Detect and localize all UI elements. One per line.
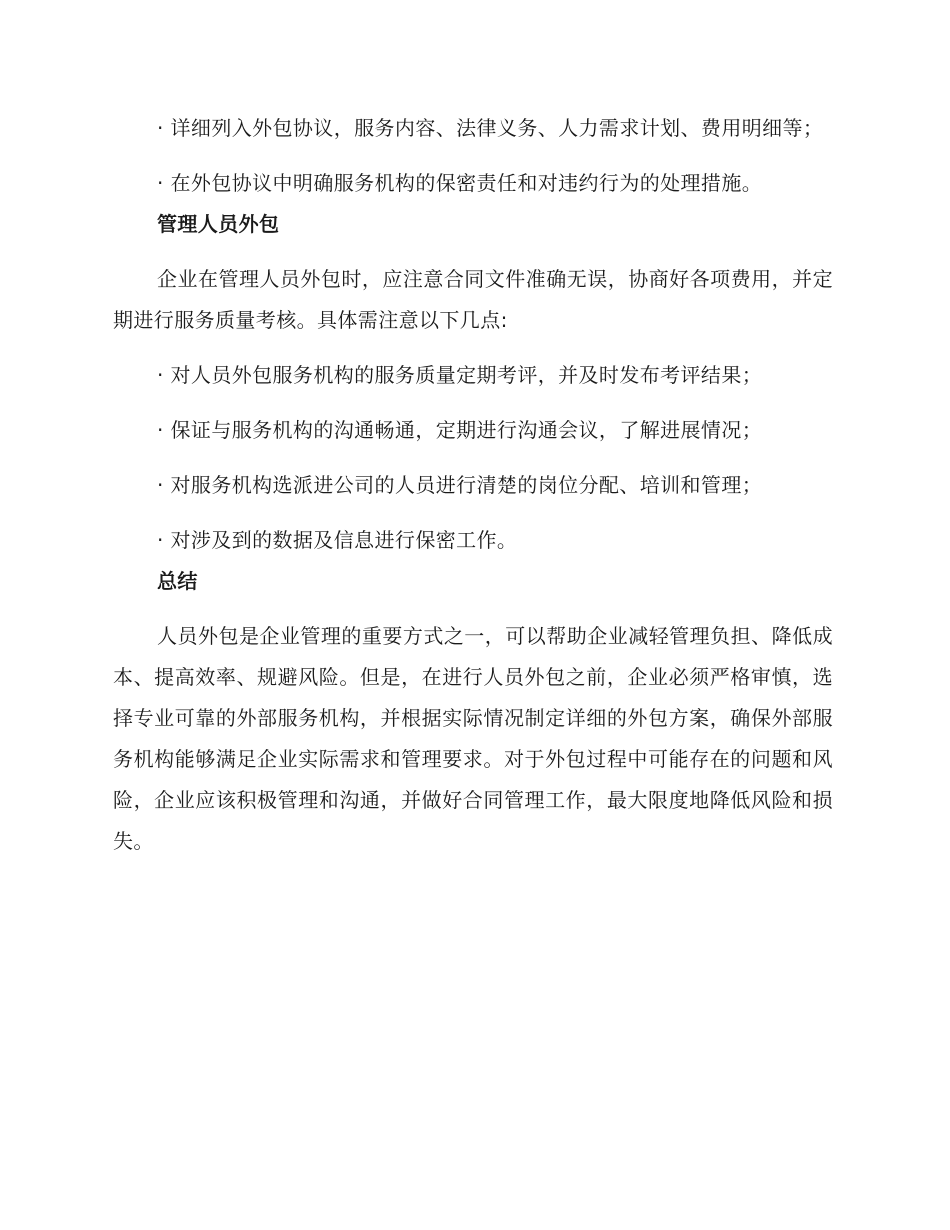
bullet-outsourcing-agreement-details: · 详细列入外包协议，服务内容、法律义务、人力需求计划、费用明细等； — [157, 116, 824, 140]
bullet-quality-evaluation: · 对人员外包服务机构的服务质量定期考评，并及时发布考评结果； — [157, 363, 763, 387]
bullet-confidentiality-responsibility: · 在外包协议中明确服务机构的保密责任和对违约行为的处理措施。 — [157, 171, 763, 195]
document-body — [113, 108, 833, 862]
bullet-staff-assignment: · 对服务机构选派进公司的人员进行清楚的岗位分配、培训和管理； — [157, 473, 763, 497]
paragraph-summary: 人员外包是企业管理的重要方式之一，可以帮助企业减轻管理负担、降低成本、提高效率、规避风险。但是，在进行人员外包之前，企业必须严格审慎，选择专业可靠的外部服务机构，并根据实际情况制定详细的外包方案，确保外部服务机构能够满足企业实际需求和管理要求。对于外包过程中可能存在的问题和风险，企业应该积极管理和沟通，并做好合同管理工作，最大限度地降低风险和损失。 — [113, 624, 833, 853]
bullet-communication: · 保证与服务机构的沟通畅通，定期进行沟通会议，了解进展情况； — [157, 418, 763, 442]
heading-management-outsourcing: 管理人员外包 — [157, 212, 280, 236]
heading-summary: 总结 — [157, 569, 198, 593]
bullet-data-confidentiality: · 对涉及到的数据及信息进行保密工作。 — [157, 528, 518, 552]
paragraph-management-intro: 企业在管理人员外包时，应注意合同文件准确无误，协商好各项费用，并定期进行服务质量考核。具体需注意以下几点: — [113, 267, 833, 332]
